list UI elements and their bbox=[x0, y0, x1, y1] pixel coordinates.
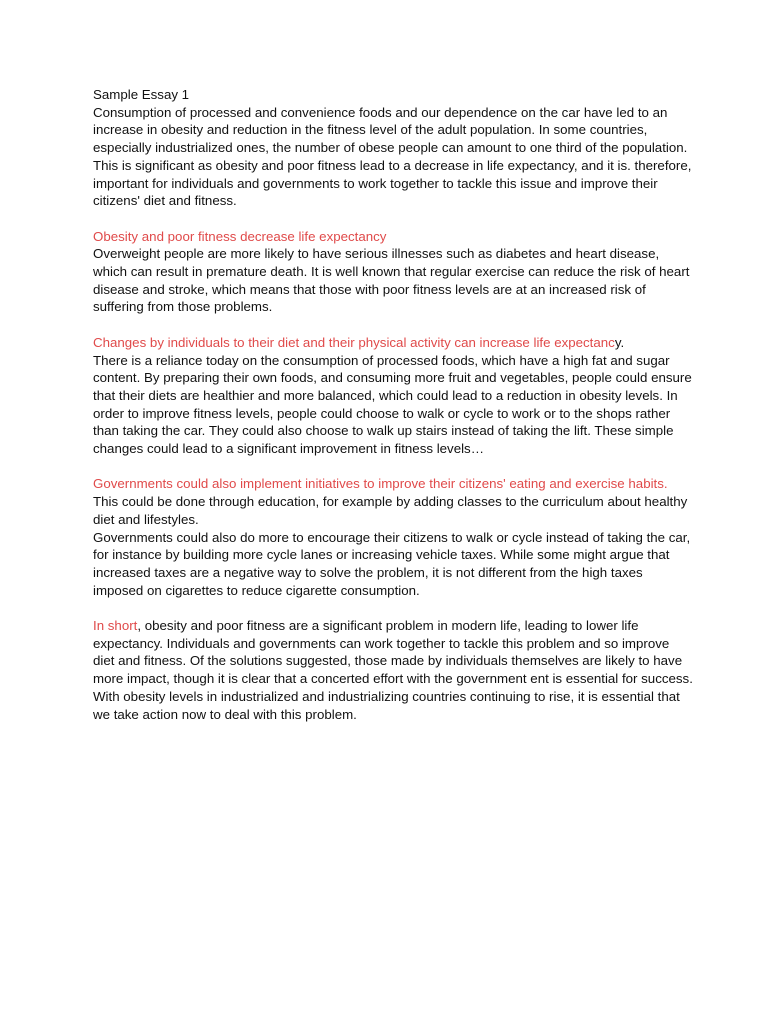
section-individuals bbox=[93, 334, 693, 352]
essay-content bbox=[93, 86, 693, 723]
section-heading-life-expectancy: Obesity and poor fitness decrease life expectancy bbox=[93, 228, 387, 244]
paragraph-spacer bbox=[93, 599, 693, 617]
section-body-life-expectancy: Overweight people are more likely to have serious illnesses such as diabetes and heart disease, which can result in premature death. It is well known that regular exercise can reduce the risk of heart disease and stroke, which means that those with poor fitness levels are at an increased risk of suffering from those problems. bbox=[93, 246, 690, 315]
paragraph-spacer bbox=[93, 458, 693, 476]
section-body-governments: Governments could also do more to encourage their citizens to walk or cycle instead of taking the car, for instance by building more cycle lanes or increasing vehicle taxes. While some might argue that increased taxes are a negative way to solve the problem, it is not different from the high taxes imposed on cigarettes to reduce cigarette consumption. bbox=[93, 529, 691, 598]
paragraph-spacer bbox=[93, 316, 693, 334]
conclusion-lead: In short bbox=[93, 618, 138, 634]
paragraph-spacer bbox=[93, 210, 693, 228]
intro-paragraph: Consumption of processed and convenience foods and our dependence on the car have led to an increase in obesity and reduction in the fitness level of the adult population. In some countries, especially industrialized ones, the number of obese people can amount to one third of the population. This is significant as obesity and poor fitness lead to a decrease in life expectancy, and it is. therefore, important for individuals and governments to work together to tackle this issue and improve their citizens' diet and fitness. bbox=[93, 104, 692, 209]
section-heading-governments: Governments could also implement initiatives to improve their citizens' eating and exercise habits. bbox=[93, 476, 668, 492]
conclusion-body: , obesity and poor fitness are a significant problem in modern life, leading to lower life expectancy. Individuals and governments can work together to tackle this problem and so improve diet and fitness. Of the solutions suggested, those made by individuals themselves are likely to have more impact, though it is clear that a concerted effort with the government ent is essential for success. With obesity levels in industrialized and industrializing countries continuing to rise, it is essential that we take action now to deal with this problem. bbox=[93, 618, 693, 722]
essay-title: Sample Essay 1 bbox=[93, 87, 190, 102]
section-body-individuals: There is a reliance today on the consumption of processed foods, which have a high fat and sugar content. By preparing their own foods, and consuming more fruit and vegetables, people could ensure that their diets are healthier and more balanced, which could lead to a reduction in obesity levels. In order to improve fitness levels, people could choose to walk or cycle to work or to the shops rather than taking the car. They could also choose to walk up stairs instead of taking the lift. These simple changes could lead to a significant improvement in fitness levels… bbox=[93, 352, 692, 457]
section-body-governments-inline: This could be done through education, for example by adding classes to the curriculum about healthy diet and lifestyles. bbox=[93, 494, 688, 527]
conclusion-paragraph bbox=[93, 617, 693, 723]
section-heading-individuals: Changes by individuals to their diet and their physical activity can increase life expectanc bbox=[93, 334, 615, 350]
section-governments bbox=[93, 475, 693, 528]
section-heading-individuals-tail: y. bbox=[614, 334, 625, 350]
